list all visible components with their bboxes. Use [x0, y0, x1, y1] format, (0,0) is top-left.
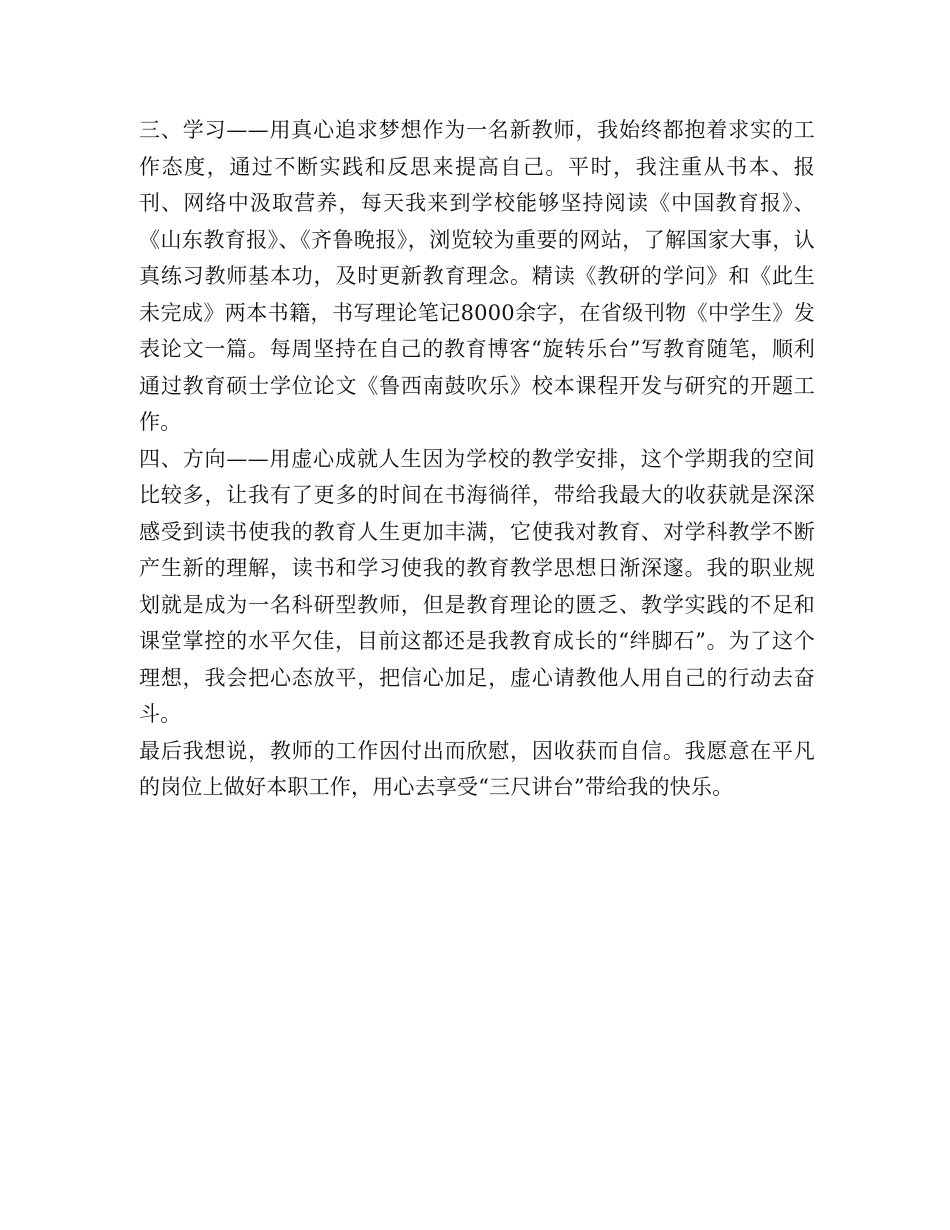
paragraph-study: 三、学习——用真心追求梦想作为一名新教师，我始终都抱着求实的工作态度，通过不断实践和反思来提高自己。平时，我注重从书本、报刊、网络中汲取营养，每天我来到学校能够坚持阅读《中国教育报》、《山东教育报》、《齐鲁晚报》，浏览较为重要的网站，了解国家大事，认真练习教师基本功，及时更新教育理念。精读《教研的学问》和《此生未完成》两本书籍，书写理论笔记8000余字，在省级刊物《中学生》发表论文一篇。每周坚持在自己的教育博客“旋转乐台”写教育随笔，顺利通过教育硕士学位论文《鲁西南鼓吹乐》校本课程开发与研究的开题工作。	[139, 118, 815, 434]
paragraph-direction: 四、方向——用虚心成就人生因为学校的教学安排，这个学期我的空间比较多，让我有了更多的时间在书海徜徉，带给我最大的收获就是深深感受到读书使我的教育人生更加丰满，它使我对教育、对学科教学不断产生新的理解，读书和学习使我的教育教学思想日渐深邃。我的职业规划就是成为一名科研型教师，但是教育理论的匮乏、教学实践的不足和课堂掌控的水平欠佳，目前这都还是我教育成长的“绊脚石”。为了这个理想，我会把心态放平，把信心加足，虚心请教他人用自己的行动去奋斗。	[139, 446, 815, 726]
document-body	[139, 112, 815, 806]
paragraph-conclusion: 最后我想说，教师的工作因付出而欣慰，因收获而自信。我愿意在平凡的岗位上做好本职工作，用心去享受“三尺讲台”带给我的快乐。	[139, 738, 815, 799]
